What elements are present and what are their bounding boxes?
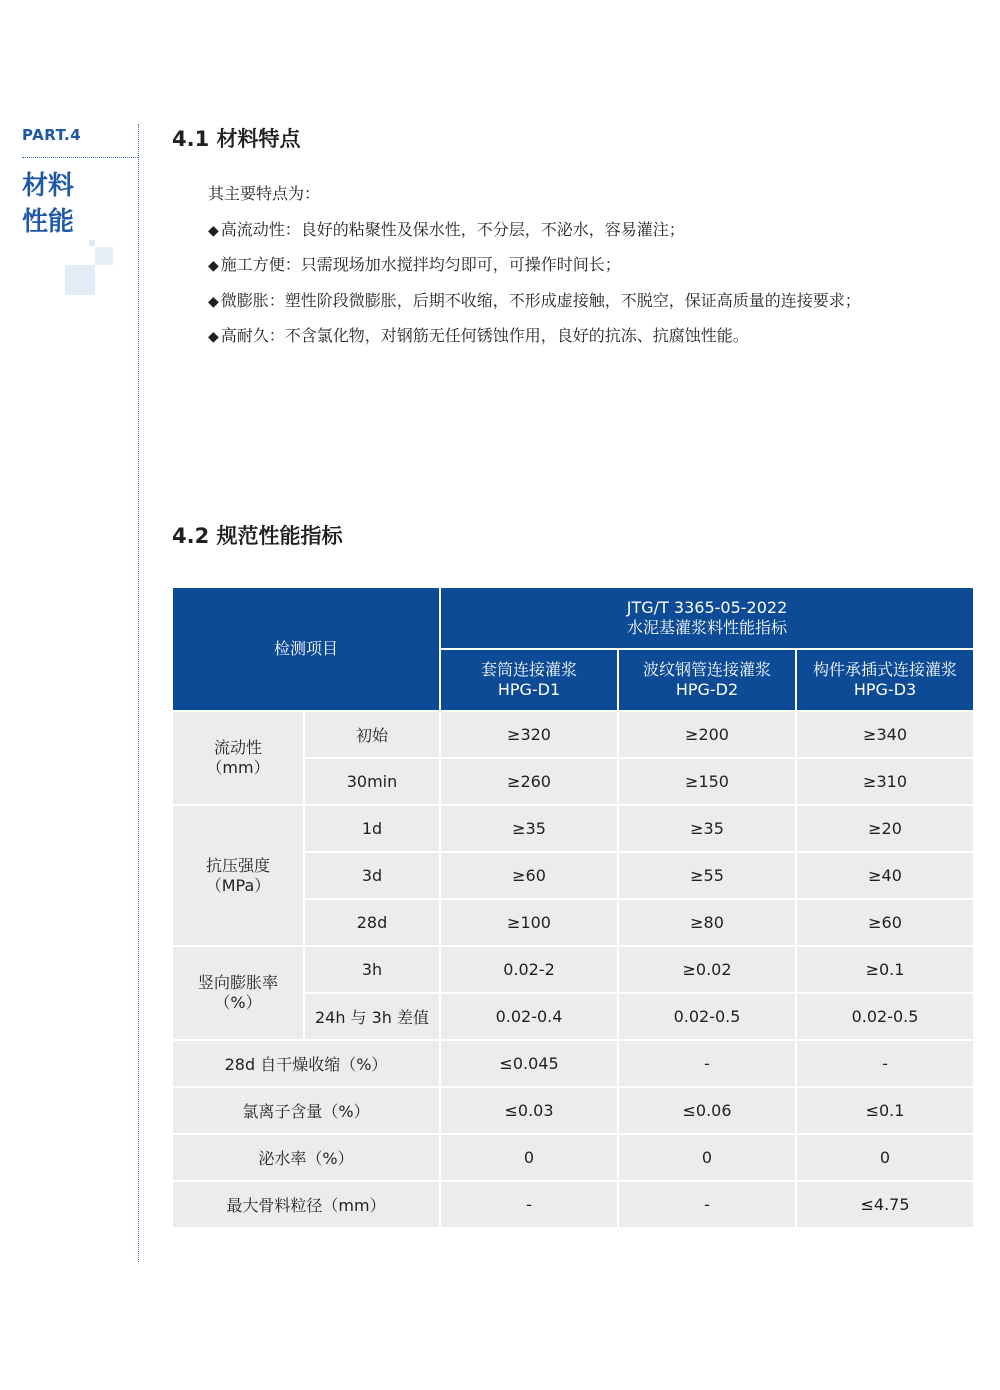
group-name: 流动性 bbox=[213, 738, 262, 757]
column-code: HPG-D1 bbox=[497, 680, 561, 699]
table-row bbox=[172, 711, 974, 758]
table-row bbox=[172, 1181, 974, 1228]
value-cell: ≥60 bbox=[796, 899, 974, 946]
column-header bbox=[618, 649, 796, 711]
column-code: HPG-D3 bbox=[853, 680, 917, 699]
item-label: 氯离子含量（%） bbox=[172, 1087, 440, 1134]
value-cell: 0 bbox=[618, 1134, 796, 1181]
table-row bbox=[172, 1040, 974, 1087]
value-cell: 0.02-2 bbox=[440, 946, 618, 993]
value-cell: ≥40 bbox=[796, 852, 974, 899]
value-cell: 0.02-0.4 bbox=[440, 993, 618, 1040]
value-cell: ≥55 bbox=[618, 852, 796, 899]
standard-header bbox=[440, 587, 974, 649]
feature-text: 高耐久：不含氯化物，对钢筋无任何锈蚀作用，良好的抗冻、抗腐蚀性能。 bbox=[220, 326, 749, 345]
table-row bbox=[172, 1134, 974, 1181]
decorative-square-medium bbox=[95, 247, 113, 265]
group-label bbox=[172, 711, 304, 805]
column-header bbox=[796, 649, 974, 711]
feature-item bbox=[208, 322, 861, 358]
diamond-bullet-icon: ◆ bbox=[208, 258, 219, 274]
value-cell: ≤0.03 bbox=[440, 1087, 618, 1134]
value-cell: ≥60 bbox=[440, 852, 618, 899]
value-cell: ≥20 bbox=[796, 805, 974, 852]
value-cell: - bbox=[796, 1040, 974, 1087]
sub-item-label: 24h 与 3h 差值 bbox=[304, 993, 440, 1040]
standard-title: 水泥基灌浆料性能指标 bbox=[627, 618, 788, 637]
value-cell: ≥340 bbox=[796, 711, 974, 758]
table-row bbox=[172, 946, 974, 993]
part-title bbox=[22, 168, 74, 240]
decorative-square-large bbox=[65, 265, 95, 295]
value-cell: 0 bbox=[796, 1134, 974, 1181]
feature-list bbox=[208, 180, 861, 358]
part-title-line-2: 性能 bbox=[22, 207, 75, 237]
group-label bbox=[172, 946, 304, 1040]
feature-text: 施工方便：只需现场加水搅拌均匀即可，可操作时间长； bbox=[220, 255, 621, 274]
value-cell: ≥0.1 bbox=[796, 946, 974, 993]
value-cell: ≤0.1 bbox=[796, 1087, 974, 1134]
value-cell: 0 bbox=[440, 1134, 618, 1181]
value-cell: ≥200 bbox=[618, 711, 796, 758]
feature-item bbox=[208, 287, 861, 323]
sub-item-label: 28d bbox=[304, 899, 440, 946]
feature-text: 高流动性：良好的粘聚性及保水性，不分层，不泌水，容易灌注； bbox=[220, 219, 685, 239]
diamond-bullet-icon: ◆ bbox=[208, 293, 219, 310]
item-label: 28d 自干燥收缩（%） bbox=[172, 1040, 440, 1087]
group-name: 竖向膨胀率 bbox=[197, 973, 278, 992]
feature-intro: 其主要特点为： bbox=[208, 184, 321, 203]
sub-item-label: 1d bbox=[304, 805, 440, 852]
part-label: PART.4 bbox=[22, 126, 82, 144]
value-cell: ≥35 bbox=[618, 805, 796, 852]
value-cell: ≥80 bbox=[618, 899, 796, 946]
column-code: HPG-D2 bbox=[675, 680, 739, 699]
table-row bbox=[172, 805, 974, 852]
feature-item bbox=[208, 251, 861, 287]
sub-item-label: 初始 bbox=[304, 711, 440, 758]
feature-item bbox=[208, 216, 861, 252]
sub-item-label: 3d bbox=[304, 852, 440, 899]
sidebar-divider bbox=[138, 124, 139, 1262]
performance-spec-table bbox=[171, 586, 975, 1229]
sub-item-label: 3h bbox=[304, 946, 440, 993]
value-cell: 0.02-0.5 bbox=[796, 993, 974, 1040]
value-cell: ≥260 bbox=[440, 758, 618, 805]
diamond-bullet-icon: ◆ bbox=[208, 222, 219, 239]
group-name: 抗压强度 bbox=[205, 855, 270, 875]
item-label: 泌水率（%） bbox=[172, 1134, 440, 1181]
group-label bbox=[172, 805, 304, 946]
value-cell: ≤0.06 bbox=[618, 1087, 796, 1134]
value-cell: 0.02-0.5 bbox=[618, 993, 796, 1040]
section-title-4-1: 4.1 材料特点 bbox=[172, 127, 301, 151]
value-cell: ≥0.02 bbox=[618, 946, 796, 993]
group-unit: （mm） bbox=[206, 758, 270, 777]
value-cell: ≥310 bbox=[796, 758, 974, 805]
value-cell: - bbox=[440, 1181, 618, 1228]
part-divider bbox=[22, 157, 138, 158]
value-cell: ≤0.045 bbox=[440, 1040, 618, 1087]
section-title-4-2: 4.2 规范性能指标 bbox=[172, 524, 343, 548]
decorative-square-small bbox=[89, 240, 95, 246]
column-name: 构件承插式连接灌浆 bbox=[813, 660, 958, 679]
value-cell: ≥100 bbox=[440, 899, 618, 946]
column-name: 波纹钢管连接灌浆 bbox=[643, 660, 772, 679]
diamond-bullet-icon: ◆ bbox=[208, 329, 219, 345]
table-row bbox=[172, 1087, 974, 1134]
standard-code: JTG/T 3365-05-2022 bbox=[626, 598, 788, 617]
group-unit: （%） bbox=[214, 993, 262, 1012]
item-label: 最大骨料粒径（mm） bbox=[172, 1181, 440, 1228]
value-cell: - bbox=[618, 1181, 796, 1228]
column-name: 套筒连接灌浆 bbox=[481, 660, 578, 679]
value-cell: - bbox=[618, 1040, 796, 1087]
part-title-line-1: 材料 bbox=[22, 171, 75, 201]
value-cell: ≥150 bbox=[618, 758, 796, 805]
value-cell: ≤4.75 bbox=[796, 1181, 974, 1228]
feature-text: 微膨胀：塑性阶段微膨胀，后期不收缩，不形成虚接触，不脱空，保证高质量的连接要求； bbox=[220, 290, 861, 310]
value-cell: ≥35 bbox=[440, 805, 618, 852]
group-unit: （MPa） bbox=[205, 875, 271, 895]
sub-item-label: 30min bbox=[304, 758, 440, 805]
value-cell: ≥320 bbox=[440, 711, 618, 758]
column-header bbox=[440, 649, 618, 711]
item-header: 检测项目 bbox=[172, 587, 440, 711]
